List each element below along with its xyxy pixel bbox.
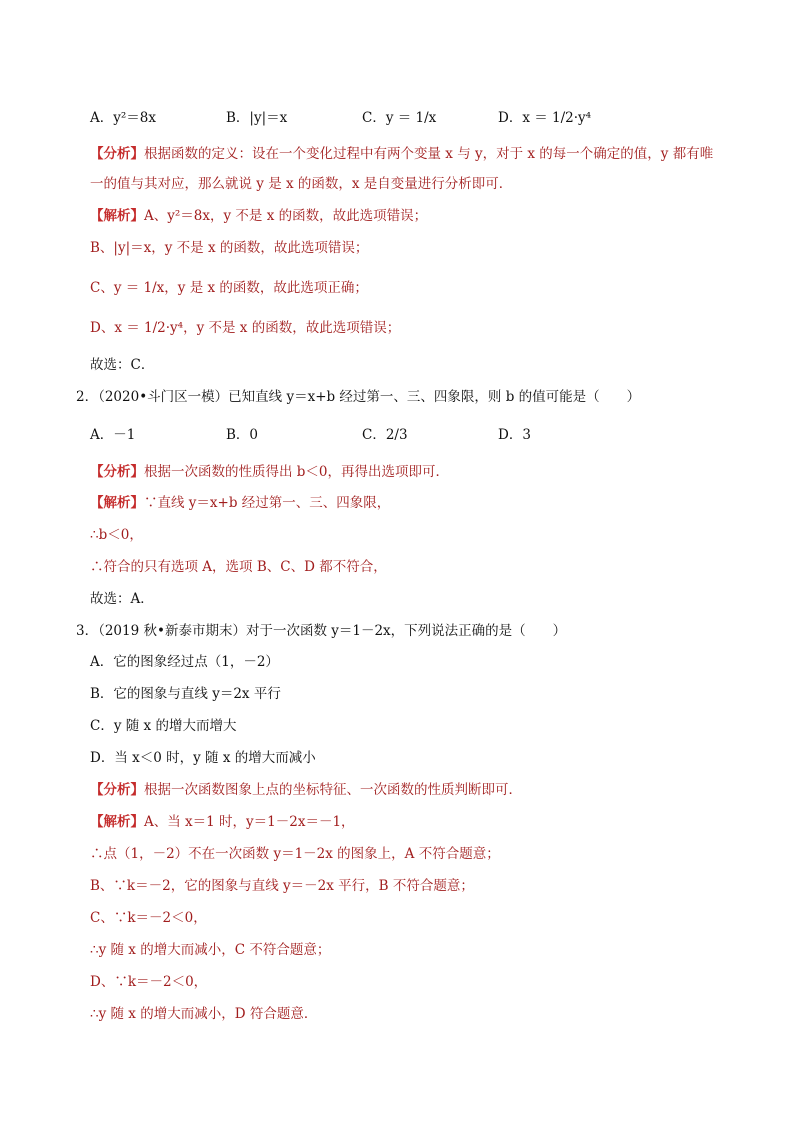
q3-solution-5: ∴y 随 x 的增大而减小，C 不符合题意； xyxy=(90,942,331,958)
q1-solution-a: 【解析】A、y²＝8x，y 不是 x 的函数，故此选项错误； xyxy=(90,208,428,224)
q1-option-c: C．y ＝ 1/x xyxy=(362,110,437,126)
q1-analysis-line-2: 一的值与其对应，那么就说 y 是 x 的函数，x 是自变量进行分析即可． xyxy=(90,176,513,192)
q2-solution-1: 【解析】∵直线 y＝x+b 经过第一、三、四象限， xyxy=(90,495,391,511)
q1-solution-c: C、y ＝ 1/x，y 是 x 的函数，故此选项正确； xyxy=(90,280,368,296)
q1-solution-b: B、|y|＝x，y 不是 x 的函数，故此选项错误； xyxy=(90,240,369,256)
q2-solution-2: ∴b＜0， xyxy=(90,527,143,543)
q1-option-d: D．x ＝ 1/2·y⁴ xyxy=(498,110,592,126)
q2-answer: 故选：A． xyxy=(90,591,154,607)
q1-option-b: B．|y|＝x xyxy=(226,110,288,126)
q3-stem: 3．（2019 秋•新泰市期末）对于一次函数 y＝1－2x，下列说法正确的是（ ） xyxy=(76,623,567,639)
q2-stem: 2．（2020•斗门区一模）已知直线 y＝x+b 经过第一、三、四象限，则 b 的值可能是（ ） xyxy=(76,389,641,405)
q2-option-c: C．2/3 xyxy=(362,427,408,443)
q3-option-a: A．它的图象经过点（1，－2） xyxy=(90,654,279,670)
q3-option-c: C．y 随 x 的增大而增大 xyxy=(90,718,237,734)
q3-solution-1: 【解析】A、当 x＝1 时，y＝1－2x＝－1， xyxy=(90,814,355,830)
q3-solution-7: ∴y 随 x 的增大而减小，D 符合题意． xyxy=(90,1006,318,1022)
q2-option-a: A．－1 xyxy=(90,427,136,443)
q3-solution-2: ∴点（1，－2）不在一次函数 y＝1－2x 的图象上，A 不符合题意； xyxy=(90,846,500,862)
q3-solution-6: D、∵k＝－2＜0， xyxy=(90,974,208,990)
q3-option-d: D．当 x＜0 时，y 随 x 的增大而减小 xyxy=(90,750,316,766)
q1-solution-d: D、x ＝ 1/2·y⁴，y 不是 x 的函数，故此选项错误； xyxy=(90,320,401,336)
q3-analysis: 【分析】根据一次函数图象上点的坐标特征、一次函数的性质判断即可． xyxy=(90,782,522,798)
q1-option-a: A．y²＝8x xyxy=(90,110,156,126)
q3-solution-3: B、∵k＝－2，它的图象与直线 y＝－2x 平行，B 不符合题意； xyxy=(90,878,474,894)
analysis-tag: 【分析】 xyxy=(90,146,144,162)
q1-answer: 故选：C． xyxy=(90,357,155,373)
q3-solution-4: C、∵k＝－2＜0， xyxy=(90,910,207,926)
q3-option-b: B．它的图象与直线 y＝2x 平行 xyxy=(90,686,281,702)
q2-solution-3: ∴符合的只有选项 A，选项 B、C、D 都不符合， xyxy=(90,559,387,575)
q1-analysis xyxy=(90,144,713,164)
q1-analysis-line-1: 根据函数的定义：设在一个变化过程中有两个变量 x 与 y，对于 x 的每一个确定的值，y 都有唯 xyxy=(144,146,714,162)
q2-analysis: 【分析】根据一次函数的性质得出 b＜0，再得出选项即可． xyxy=(90,464,450,480)
solution-tag: 【解析】 xyxy=(90,208,144,224)
q2-option-d: D．3 xyxy=(498,427,531,443)
q2-option-b: B．0 xyxy=(226,427,259,443)
